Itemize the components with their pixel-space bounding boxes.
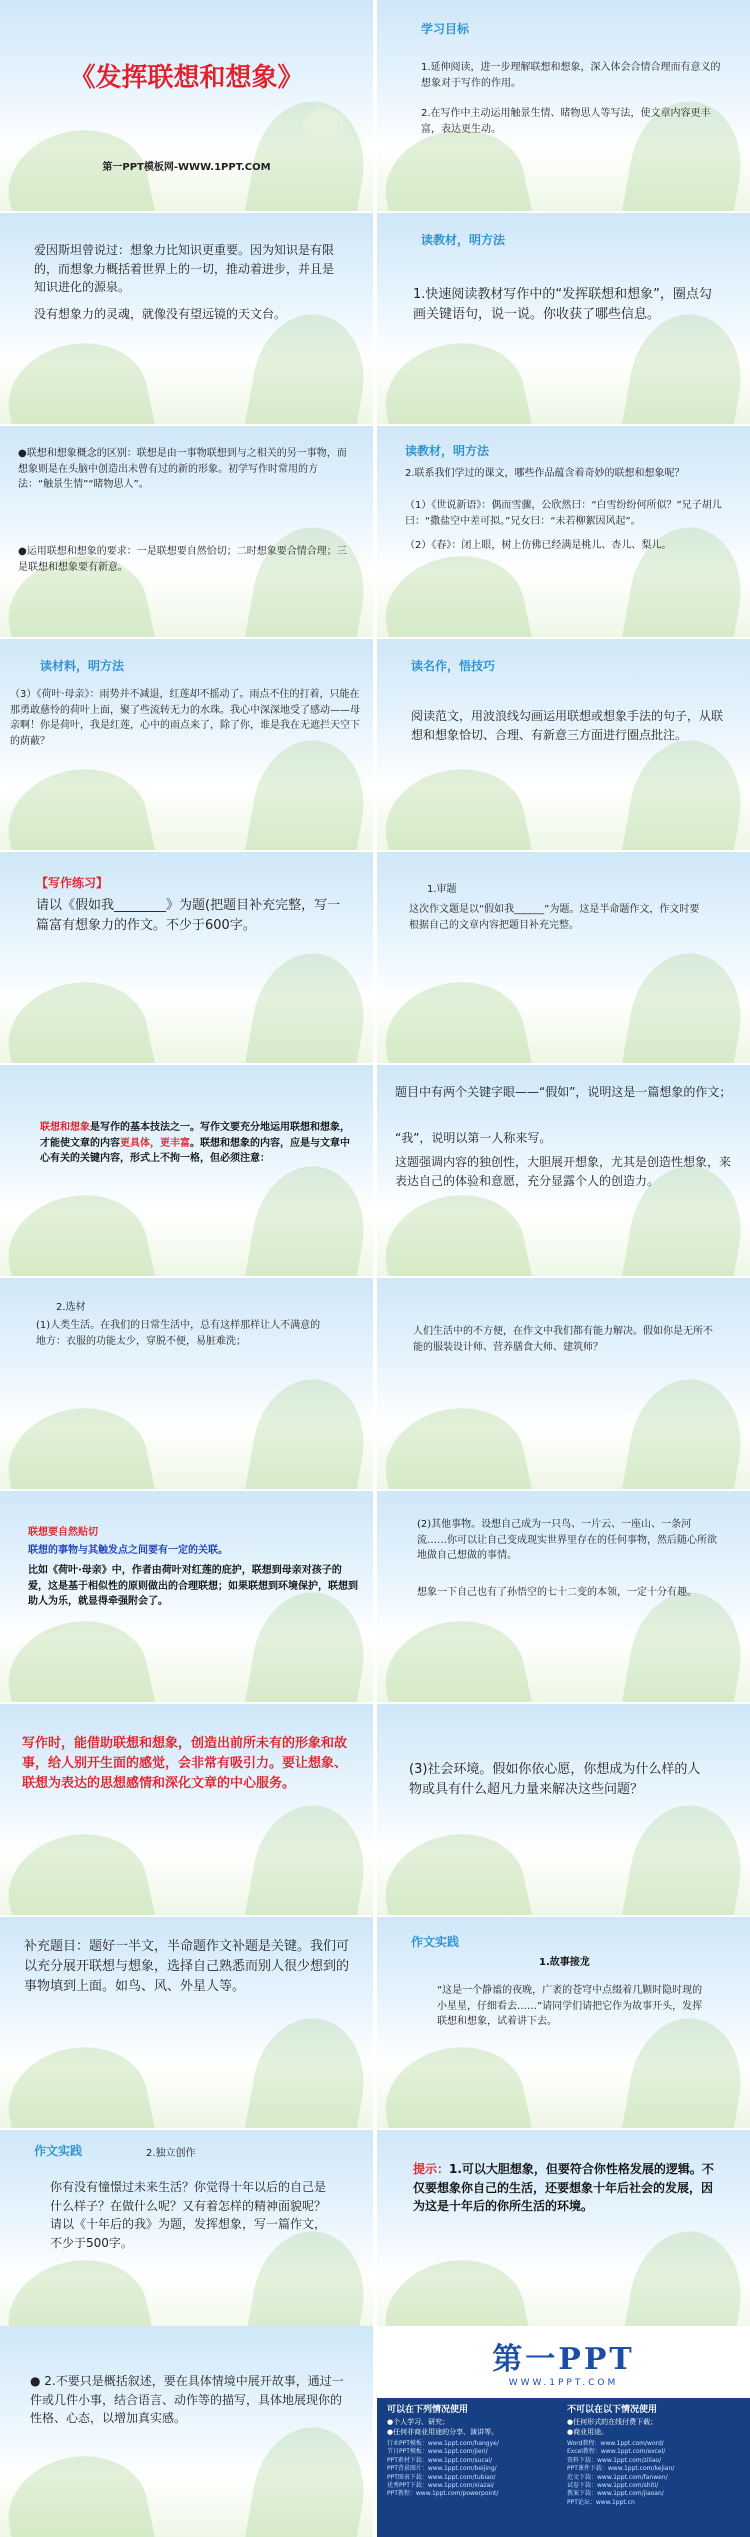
slide-20-story-relay[interactable] [377,1917,750,2128]
exercise-text: 请以《假如我________》为题(把题目补充完整，写一篇富有想象力的作文。不少于600字。 [36,898,341,934]
slide-19-supplement[interactable] [0,1917,373,2128]
slide-17-writing-tip[interactable] [0,1704,373,1915]
example-2: （2）《春》：闭上眼，树上仿佛已经满是桃儿、杏儿、梨儿。 [405,540,672,551]
slide-1-title[interactable] [0,0,373,211]
slide-15-association[interactable] [0,1491,373,1702]
slide-heading: 读教材，明方法 [421,233,506,247]
slide-12-analysis[interactable] [377,1065,750,1276]
slide-4-method[interactable] [377,213,750,424]
slide-heading: 作文实践 [411,1935,460,1949]
link-list-2 [567,2440,747,2507]
allowed-line-1: ●个人学习、研究； [387,2418,450,2427]
analysis-text-3: 这题强调内容的独创性，大胆展开想象，尤其是创造性想象，来表达自己的体验和意愿，充分显露个人的创造力。 [395,1155,732,1188]
forbidden-line-1: ●任何形式的在线付费下载； [567,2418,658,2427]
link-item[interactable]: 资料下载：www.1ppt.com/ziliao/ [567,2456,662,2464]
step-heading: 2.独立创作 [146,2148,196,2159]
link-item[interactable]: 行业PPT模板：www.1ppt.com/hangye/ [387,2440,499,2448]
slide-10-topic[interactable] [377,852,750,1063]
story-text: “这是一个静谧的夜晚，广袤的苍穹中点缀着几颗时隐时现的小星星，仔细看去……”请同学们请把它作为故事开头，发挥联想和想象，试着讲下去。 [437,1985,703,2027]
goal-text-1: 1.延伸阅读，进一步理解联想和想象，深入体会合情合理而有意义的想象对于写作的作用。 [421,62,721,89]
link-item[interactable]: PPT素材下载：www.1ppt.com/sucai/ [387,2456,493,2464]
link-item[interactable]: PPT课件下载：www.1ppt.com/kejian/ [567,2465,675,2473]
logo-url: WWW.1PPT.COM [508,2378,619,2388]
concept-text-1: ●联想和想象概念的区别：联想是由一事物联想到与之相关的另一事物，而想象则是在头脑中创造出未曾有过的新的形象。初学写作时常用的方法：“触景生情”“睹物思人”。 [18,448,347,490]
hint-text [413,2160,723,2216]
rule-text: 联想的事物与其触发点之间要有一定的关联。 [28,1545,228,1556]
question-text: 2.联系我们学过的课文，哪些作品蕴含着奇妙的联想和想象呢？ [405,468,685,479]
slide-heading: 作文实践 [34,2144,83,2158]
allowed-title: 可以在下列情况使用 [387,2405,469,2415]
link-item[interactable]: Excel教程：www.1ppt.com/excel/ [567,2448,666,2456]
slide-5-concepts[interactable] [0,426,373,637]
hint-tag: 提示： [413,2162,450,2176]
link-item[interactable]: PPT教程：www.1ppt.com/powerpoint/ [387,2490,499,2498]
example-body: 《荷叶·母亲》中，作者由荷叶对红莲的庇护，联想到母亲对孩子的爱，这是基于相似性的原则做出的合理联想；如果联想到环境保护，联想到助人为乐，就显得牵强附会了。 [28,1565,358,1607]
slide-6-examples[interactable] [377,426,750,637]
slide-8-skills[interactable] [377,639,750,850]
link-item[interactable]: 范文下载：www.1ppt.com/fanwen/ [567,2473,668,2481]
reading-text: （3）《荷叶·母亲》：雨势并不减退，红莲却不摇动了。雨点不住的打着，只能在那勇敢慈怜的荷叶上面，聚了些流转无力的水珠。我心中深深地受了感动——母亲啊！你是荷叶，我是红莲，心中的雨点来了，除了你，谁是我在无遮拦天空下的荫蔽？ [10,689,360,747]
other-text-2: 想象一下自己也有了孙悟空的七十二变的本领，一定十分有趣。 [417,1587,697,1598]
quote-text: 爱因斯坦曾说过：想象力比知识更重要。因为知识是有限的，而想象力概括着世界上的一切，推动着进步，并且是知识进化的源泉。 [34,243,335,295]
slide-heading: 学习目标 [421,22,470,36]
link-item[interactable]: 节日PPT模板：www.1ppt.com/jieri/ [387,2448,488,2456]
skills-text: 阅读范文，用波浪线勾画运用联想或想象手法的句子，从联想和想象恰切、合理、有新意三方面进行圈点批注。 [411,709,724,742]
writing-tip-text: 写作时，能借助联想和想象，创造出前所未有的形象和故事，给人别开生面的感觉，会非常有吸引力。要让想象、联想为表达的思想感情和深化文章的中心服务。 [22,1736,348,1792]
goal-text-2: 2.在写作中主动运用触景生情、睹物思人等写法，使文章内容更丰富，表达更生动。 [421,108,711,135]
technique-part-2: 。联想和想象的内容，应是与文章中心有关的关键内容，形式上不拘一格，但必须注意： [40,1137,350,1164]
highlight-term: 联想和想象 [40,1122,90,1133]
allowed-usage [387,2404,567,2499]
slide-subtitle: 第一PPT模板网-WWW.1PPT.COM [102,162,271,173]
analysis-text-1: 题目中有两个关键字眼——“假如”，说明这是一篇想象的作文； [395,1085,732,1099]
forbidden-line-2: ●商业用途。 [567,2427,609,2436]
link-item[interactable]: 优秀PPT下载：www.1ppt.com/xiazai/ [387,2481,494,2489]
technique-part-1: 是写作的基本技法之一。写作文要充分地运用联想和想象，才能使文章的内容 [40,1122,350,1149]
usage-panel [377,2398,750,2537]
slide-9-exercise[interactable] [0,852,373,1063]
cloud-decoration [303,110,343,138]
example-1: （1）《世说新语》：偶而雪骤，公欣然曰：“白雪纷纷何所似？”兄子胡儿曰：“撒盐空中差可拟。”兄女曰：“未若柳絮因风起”。 [405,500,722,527]
slide-22-hint[interactable] [377,2130,750,2341]
rule-example [28,1563,358,1610]
slide-23-narrative[interactable] [0,2326,373,2537]
slide-13-material[interactable] [0,1278,373,1489]
step-heading: 2.选材 [56,1302,86,1313]
slide-21-creation[interactable] [0,2130,373,2341]
material-text: (1)人类生活。在我们的日常生活中，总有这样那样让人不满意的地方：衣服的功能太少，穿脱不便，易脏难洗； [36,1320,321,1347]
highlight-phrase: 更具体，更丰富 [120,1137,190,1149]
slide-heading: 读名作，悟技巧 [411,659,496,673]
exercise-tag: 【写作练习】 [36,876,109,890]
forbidden-usage [567,2404,747,2507]
topic-text: 这次作文题是以“假如我______”为题。这是半命题作文，作文时要根据自己的文章内容把题目补充完整。 [409,904,700,931]
slide-2-goals[interactable] [377,0,750,211]
supplement-text: 补充题目：题好一半文，半命题作文补题是关键。我们可以充分展开联想与想象，选择自己熟悉而别人很少想到的事物填到上面。如鸟、风、外星人等。 [24,1939,350,1995]
slide-7-reading[interactable] [0,639,373,850]
hint-body: 1.可以大胆想象，但要符合你性格发展的逻辑。不仅要想象你自己的生活，还要想象十年后社会的发展，因为这是十年后的你所生活的环境。 [413,2162,714,2214]
link-item[interactable]: PPT图表下载：www.1ppt.com/tubiao/ [387,2473,496,2481]
example-prefix: 比如 [28,1565,48,1576]
slide-11-technique[interactable] [0,1065,373,1276]
other-text-1: (2)其他事物。设想自己成为一只鸟、一片云、一座山、一条河流……你可以让自己变成现实世界里存在的任何事物，然后随心所欲地做自己想做的事情。 [417,1519,717,1561]
solutions-text: 人们生活中的不方便，在作文中我们都有能力解决。假如你是无所不能的服装设计师、营养膳食大师、建筑师？ [413,1326,713,1353]
logo-text: 第一PPT [492,2342,635,2377]
slide-24-credits[interactable] [377,2326,750,2537]
slide-3-quote[interactable] [0,213,373,424]
slide-16-other-things[interactable] [377,1491,750,1702]
analysis-text-2: “我”，说明以第一人称来写。 [395,1131,552,1145]
society-text: (3)社会环境。假如你依心愿，你想成为什么样的人物或具有什么超凡力量来解决这些问题？ [409,1762,701,1798]
link-list [387,2440,567,2499]
link-item[interactable]: 教案下载：www.1ppt.com/jiaoan/ [567,2490,664,2498]
slide-title: 《发挥联想和想象》 [69,63,304,93]
allowed-line-2: ●任何非商业用途的分享、演讲等。 [387,2427,499,2436]
rule-heading: 联想要自然贴切 [28,1527,98,1538]
step-heading: 1.故事接龙 [539,1957,590,1968]
slide-heading: 读材料，明方法 [40,659,125,673]
quote-text-2: 没有想象力的灵魂，就像没有望远镜的天文台。 [34,307,287,321]
method-text: 1.快速阅读教材写作中的“发挥联想和想象”，圈点勾画关键语句，说一说。你收获了哪些信息。 [413,287,712,323]
narrative-text: ● 2.不要只是概括叙述，要在具体情境中展开故事，通过一件或几件小事，结合语言、动作等的描写，具体地展现你的性格、心态，以增加真实感。 [30,2374,344,2426]
link-item[interactable]: 试卷下载：www.1ppt.com/shiti/ [567,2481,659,2489]
slide-heading: 读教材，明方法 [405,444,490,458]
brand-logo [377,2326,750,2396]
creation-text: 你有没有憧憬过未来生活？你觉得十年以后的自己是什么样子？在做什么呢？又有着怎样的精神面貌呢？请以《十年后的我》为题，发挥想象，写一篇作文，不少于500字。 [50,2180,327,2250]
technique-text [40,1120,350,1167]
link-item[interactable]: PPT背景图片：www.1ppt.com/beijing/ [387,2465,497,2473]
forbidden-title: 不可以在以下情况使用 [567,2405,658,2415]
slide-14-solutions[interactable] [377,1278,750,1489]
link-item[interactable]: PPT论坛：www.1ppt.cn [567,2498,635,2506]
concept-text-2: ●运用联想和想象的要求：一是联想要自然恰切；二时想象要合情合理；三是联想和想象要有新意。 [18,546,347,573]
slide-18-society[interactable] [377,1704,750,1915]
link-item[interactable]: Word教程：www.1ppt.com/word/ [567,2440,664,2448]
step-heading: 1.审题 [427,884,457,895]
